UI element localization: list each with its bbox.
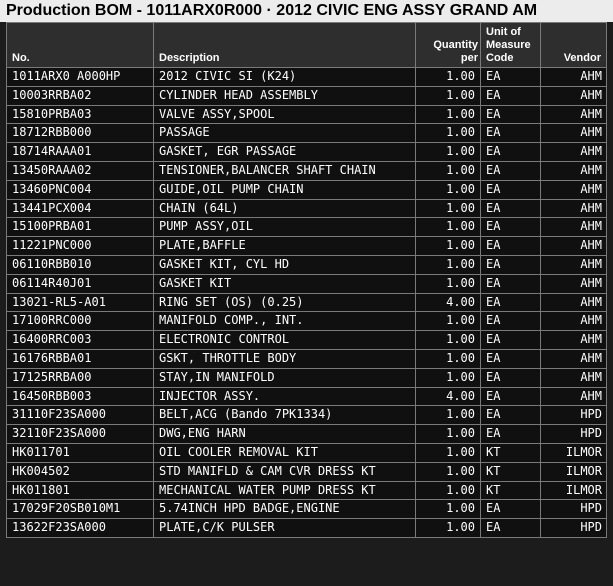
quantity-per: 1.00 xyxy=(416,500,481,519)
vendor: ILMOR xyxy=(541,462,607,481)
item-description: PUMP ASSY,OIL xyxy=(154,218,416,237)
item-number: 31110F23SA000 xyxy=(7,406,154,425)
vendor: AHM xyxy=(541,274,607,293)
item-number: HK011701 xyxy=(7,443,154,462)
item-description: ELECTRONIC CONTROL xyxy=(154,331,416,350)
table-row[interactable] xyxy=(7,368,607,387)
item-number: 10003RRBA02 xyxy=(7,86,154,105)
vendor: HPD xyxy=(541,519,607,538)
item-description: PLATE,BAFFLE xyxy=(154,237,416,256)
item-number: 16450RBB003 xyxy=(7,387,154,406)
quantity-per: 1.00 xyxy=(416,312,481,331)
vendor: AHM xyxy=(541,199,607,218)
column-header-vendor[interactable]: Vendor xyxy=(541,23,607,68)
table-row[interactable] xyxy=(7,425,607,444)
item-number: 17125RRBA00 xyxy=(7,368,154,387)
item-number: 32110F23SA000 xyxy=(7,425,154,444)
quantity-per: 1.00 xyxy=(416,481,481,500)
unit-of-measure: EA xyxy=(481,274,541,293)
unit-of-measure: EA xyxy=(481,86,541,105)
column-header-unit-of-measure[interactable]: Unit of Measure Code xyxy=(481,23,541,68)
item-number: 16400RRC003 xyxy=(7,331,154,350)
column-header-no[interactable]: No. xyxy=(7,23,154,68)
quantity-per: 1.00 xyxy=(416,86,481,105)
unit-of-measure: EA xyxy=(481,331,541,350)
item-description: GASKET, EGR PASSAGE xyxy=(154,143,416,162)
item-description: INJECTOR ASSY. xyxy=(154,387,416,406)
table-row[interactable] xyxy=(7,349,607,368)
unit-of-measure: KT xyxy=(481,481,541,500)
quantity-per: 1.00 xyxy=(416,255,481,274)
item-description: DWG,ENG HARN xyxy=(154,425,416,444)
quantity-per: 1.00 xyxy=(416,274,481,293)
quantity-per: 1.00 xyxy=(416,519,481,538)
item-description: BELT,ACG (Bando 7PK1334) xyxy=(154,406,416,425)
item-description: GASKET KIT xyxy=(154,274,416,293)
quantity-per: 1.00 xyxy=(416,425,481,444)
item-number: HK004502 xyxy=(7,462,154,481)
item-number: 18714RAAA01 xyxy=(7,143,154,162)
item-description: 2012 CIVIC SI (K24) xyxy=(154,68,416,87)
item-description: MANIFOLD COMP., INT. xyxy=(154,312,416,331)
quantity-per: 1.00 xyxy=(416,331,481,350)
vendor: AHM xyxy=(541,237,607,256)
quantity-per: 1.00 xyxy=(416,143,481,162)
item-number: 13622F23SA000 xyxy=(7,519,154,538)
quantity-per: 1.00 xyxy=(416,237,481,256)
item-description: STAY,IN MANIFOLD xyxy=(154,368,416,387)
item-number: 11221PNC000 xyxy=(7,237,154,256)
item-description: MECHANICAL WATER PUMP DRESS KT xyxy=(154,481,416,500)
table-row[interactable] xyxy=(7,124,607,143)
table-row[interactable] xyxy=(7,519,607,538)
vendor: AHM xyxy=(541,331,607,350)
vendor: AHM xyxy=(541,124,607,143)
table-row[interactable] xyxy=(7,180,607,199)
quantity-per: 1.00 xyxy=(416,368,481,387)
item-number: 17100RRC000 xyxy=(7,312,154,331)
unit-of-measure: EA xyxy=(481,425,541,444)
table-row[interactable] xyxy=(7,406,607,425)
quantity-per: 1.00 xyxy=(416,124,481,143)
item-description: OIL COOLER REMOVAL KIT xyxy=(154,443,416,462)
vendor: AHM xyxy=(541,349,607,368)
unit-of-measure: EA xyxy=(481,237,541,256)
unit-of-measure: KT xyxy=(481,443,541,462)
quantity-per: 1.00 xyxy=(416,199,481,218)
unit-of-measure: EA xyxy=(481,105,541,124)
vendor: AHM xyxy=(541,68,607,87)
table-header-row xyxy=(7,23,607,68)
table-row[interactable] xyxy=(7,331,607,350)
table-row[interactable] xyxy=(7,237,607,256)
unit-of-measure: EA xyxy=(481,519,541,538)
table-row[interactable] xyxy=(7,161,607,180)
unit-of-measure: EA xyxy=(481,312,541,331)
quantity-per: 1.00 xyxy=(416,406,481,425)
vendor: HPD xyxy=(541,500,607,519)
item-description: GSKT, THROTTLE BODY xyxy=(154,349,416,368)
quantity-per: 1.00 xyxy=(416,68,481,87)
vendor: AHM xyxy=(541,293,607,312)
vendor: AHM xyxy=(541,180,607,199)
item-description: STD MANIFLD & CAM CVR DRESS KT xyxy=(154,462,416,481)
item-description: GUIDE,OIL PUMP CHAIN xyxy=(154,180,416,199)
unit-of-measure: EA xyxy=(481,180,541,199)
unit-of-measure: EA xyxy=(481,387,541,406)
item-number: 06114R40J01 xyxy=(7,274,154,293)
item-description: RING SET (OS) (0.25) xyxy=(154,293,416,312)
bom-table xyxy=(6,22,607,538)
table-row[interactable] xyxy=(7,86,607,105)
vendor: AHM xyxy=(541,312,607,331)
table-row[interactable] xyxy=(7,218,607,237)
table-row[interactable] xyxy=(7,312,607,331)
quantity-per: 1.00 xyxy=(416,180,481,199)
item-number: 06110RBB010 xyxy=(7,255,154,274)
unit-of-measure: EA xyxy=(481,349,541,368)
quantity-per: 4.00 xyxy=(416,387,481,406)
page-title: Production BOM - 1011ARX0R000 · 2012 CIVIC ENG ASSY GRAND AM xyxy=(0,0,613,22)
quantity-per: 1.00 xyxy=(416,161,481,180)
item-description: CHAIN (64L) xyxy=(154,199,416,218)
vendor: AHM xyxy=(541,105,607,124)
unit-of-measure: EA xyxy=(481,368,541,387)
table-row[interactable] xyxy=(7,462,607,481)
table-row[interactable] xyxy=(7,255,607,274)
unit-of-measure: EA xyxy=(481,255,541,274)
item-description: VALVE ASSY,SPOOL xyxy=(154,105,416,124)
unit-of-measure: EA xyxy=(481,143,541,162)
quantity-per: 1.00 xyxy=(416,462,481,481)
item-description: PASSAGE xyxy=(154,124,416,143)
unit-of-measure: EA xyxy=(481,293,541,312)
quantity-per: 4.00 xyxy=(416,293,481,312)
item-number: 13450RAAA02 xyxy=(7,161,154,180)
table-row[interactable] xyxy=(7,443,607,462)
vendor: AHM xyxy=(541,218,607,237)
item-number: 1011ARX0 A000HP xyxy=(7,68,154,87)
item-number: 17029F20SB010M1 xyxy=(7,500,154,519)
unit-of-measure: EA xyxy=(481,406,541,425)
item-number: 13460PNC004 xyxy=(7,180,154,199)
table-row[interactable] xyxy=(7,500,607,519)
unit-of-measure: KT xyxy=(481,462,541,481)
vendor: AHM xyxy=(541,143,607,162)
table-row[interactable] xyxy=(7,105,607,124)
table-row[interactable] xyxy=(7,143,607,162)
column-header-description[interactable]: Description xyxy=(154,23,416,68)
vendor: AHM xyxy=(541,387,607,406)
unit-of-measure: EA xyxy=(481,218,541,237)
item-number: HK011801 xyxy=(7,481,154,500)
quantity-per: 1.00 xyxy=(416,443,481,462)
item-number: 15810PRBA03 xyxy=(7,105,154,124)
item-description: CYLINDER HEAD ASSEMBLY xyxy=(154,86,416,105)
quantity-per: 1.00 xyxy=(416,349,481,368)
quantity-per: 1.00 xyxy=(416,105,481,124)
vendor: HPD xyxy=(541,425,607,444)
bom-table-body xyxy=(7,68,607,538)
vendor: AHM xyxy=(541,255,607,274)
table-row[interactable] xyxy=(7,199,607,218)
vendor: AHM xyxy=(541,368,607,387)
unit-of-measure: EA xyxy=(481,199,541,218)
unit-of-measure: EA xyxy=(481,500,541,519)
item-description: TENSIONER,BALANCER SHAFT CHAIN xyxy=(154,161,416,180)
vendor: ILMOR xyxy=(541,481,607,500)
item-number: 13021-RL5-A01 xyxy=(7,293,154,312)
vendor: HPD xyxy=(541,406,607,425)
vendor: AHM xyxy=(541,86,607,105)
table-row[interactable] xyxy=(7,274,607,293)
quantity-per: 1.00 xyxy=(416,218,481,237)
table-row[interactable] xyxy=(7,481,607,500)
column-header-quantity-per[interactable]: Quantity per xyxy=(416,23,481,68)
item-number: 18712RBB000 xyxy=(7,124,154,143)
vendor: AHM xyxy=(541,161,607,180)
item-description: GASKET KIT, CYL HD xyxy=(154,255,416,274)
unit-of-measure: EA xyxy=(481,161,541,180)
item-number: 15100PRBA01 xyxy=(7,218,154,237)
item-number: 13441PCX004 xyxy=(7,199,154,218)
unit-of-measure: EA xyxy=(481,124,541,143)
table-row[interactable] xyxy=(7,68,607,87)
unit-of-measure: EA xyxy=(481,68,541,87)
table-row[interactable] xyxy=(7,293,607,312)
item-number: 16176RBBA01 xyxy=(7,349,154,368)
item-description: PLATE,C/K PULSER xyxy=(154,519,416,538)
table-row[interactable] xyxy=(7,387,607,406)
vendor: ILMOR xyxy=(541,443,607,462)
item-description: 5.74INCH HPD BADGE,ENGINE xyxy=(154,500,416,519)
